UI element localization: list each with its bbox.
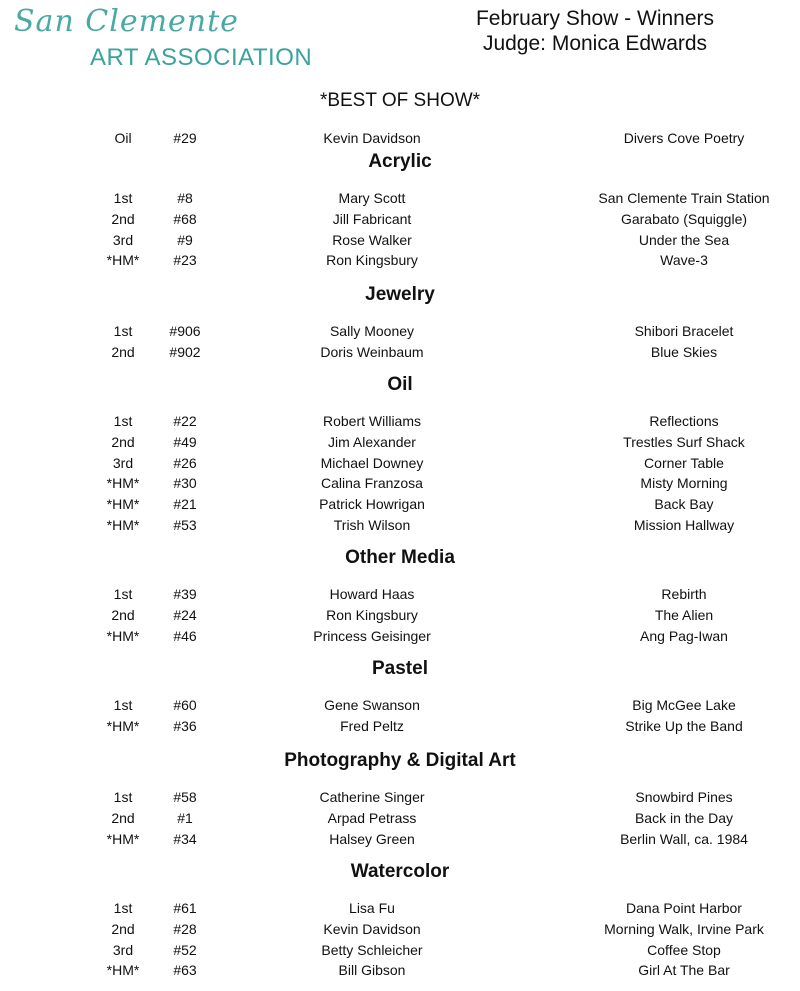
entry-number: #902 xyxy=(169,344,201,360)
association-logo xyxy=(14,4,314,70)
artwork-title: San Clemente Train Station xyxy=(598,190,770,206)
artwork-title: Blue Skies xyxy=(650,344,718,360)
artist-name: Ron Kingsbury xyxy=(326,252,418,268)
artwork-title: Divers Cove Poetry xyxy=(623,130,745,146)
winner-row xyxy=(0,626,800,647)
artist-name: Gene Swanson xyxy=(324,697,420,713)
artwork-title: Corner Table xyxy=(644,455,724,471)
winner-row xyxy=(0,250,800,271)
award-place: 2nd xyxy=(111,211,135,227)
winner-row xyxy=(0,898,800,919)
entry-number: #34 xyxy=(173,831,197,847)
artwork-title: Mission Hallway xyxy=(633,517,735,533)
entry-number: #9 xyxy=(177,232,193,248)
category-heading: Oil xyxy=(387,374,413,395)
category-heading: Photography & Digital Art xyxy=(284,750,516,771)
category-heading: Jewelry xyxy=(365,284,435,305)
artist-name: Bill Gibson xyxy=(338,962,406,978)
award-place: 1st xyxy=(113,323,133,339)
winner-row xyxy=(0,209,800,230)
artist-name: Mary Scott xyxy=(338,190,406,206)
artist-name: Sally Mooney xyxy=(329,323,415,339)
award-place: *HM* xyxy=(106,496,140,512)
winner-row xyxy=(0,787,800,808)
artist-name: Jim Alexander xyxy=(328,434,416,450)
winner-row xyxy=(0,342,800,363)
entry-number: #63 xyxy=(173,962,197,978)
entry-number: #68 xyxy=(173,211,197,227)
artwork-title: Trestles Surf Shack xyxy=(623,434,745,450)
award-place: *HM* xyxy=(106,962,140,978)
entry-number: #49 xyxy=(173,434,197,450)
award-place: 2nd xyxy=(111,344,135,360)
artwork-title: Big McGee Lake xyxy=(632,697,736,713)
judge-line: Judge: Monica Edwards xyxy=(482,32,708,55)
winner-row xyxy=(0,960,800,981)
winner-row xyxy=(0,808,800,829)
award-place: 3rd xyxy=(112,942,134,958)
entry-number: #8 xyxy=(177,190,193,206)
entry-number: #52 xyxy=(173,942,197,958)
winner-row xyxy=(0,411,800,432)
award-place: 2nd xyxy=(111,607,135,623)
entry-number: #21 xyxy=(173,496,197,512)
winner-row xyxy=(0,716,800,737)
artist-name: Princess Geisinger xyxy=(313,628,431,644)
winner-row xyxy=(0,321,800,342)
award-place: *HM* xyxy=(106,628,140,644)
artist-name: Kevin Davidson xyxy=(323,130,421,146)
winner-row xyxy=(0,829,800,850)
winner-row xyxy=(0,494,800,515)
winner-row xyxy=(0,473,800,494)
document-header xyxy=(430,6,760,56)
award-place: *HM* xyxy=(106,517,140,533)
winner-row xyxy=(0,188,800,209)
artist-name: Patrick Howrigan xyxy=(319,496,425,512)
artist-name: Doris Weinbaum xyxy=(320,344,424,360)
award-place: Oil xyxy=(114,130,132,146)
artwork-title: Ang Pag-Iwan xyxy=(640,628,728,644)
award-place: 2nd xyxy=(111,810,135,826)
artwork-title: Girl At The Bar xyxy=(638,962,730,978)
artwork-title: Morning Walk, Irvine Park xyxy=(604,921,764,937)
winner-row xyxy=(0,584,800,605)
winner-row xyxy=(0,940,800,961)
artwork-title: Misty Morning xyxy=(640,475,728,491)
artwork-title: Shibori Bracelet xyxy=(634,323,734,339)
entry-number: #26 xyxy=(173,455,197,471)
entry-number: #58 xyxy=(173,789,197,805)
entry-number: #46 xyxy=(173,628,197,644)
artist-name: Jill Fabricant xyxy=(332,211,412,227)
winner-row xyxy=(0,453,800,474)
artist-name: Catherine Singer xyxy=(319,789,425,805)
show-title: February Show - Winners xyxy=(475,7,715,30)
artwork-title: Coffee Stop xyxy=(647,942,721,958)
artwork-title: Under the Sea xyxy=(638,232,730,248)
entry-number: #28 xyxy=(173,921,197,937)
winner-row xyxy=(0,695,800,716)
artwork-title: Snowbird Pines xyxy=(635,789,733,805)
logo-main-text: ART ASSOCIATION xyxy=(90,44,313,71)
artist-name: Rose Walker xyxy=(332,232,412,248)
entry-number: #60 xyxy=(173,697,197,713)
entry-number: #61 xyxy=(173,900,197,916)
artwork-title: Garabato (Squiggle) xyxy=(620,211,748,227)
artwork-title: The Alien xyxy=(654,607,714,623)
artwork-title: Wave-3 xyxy=(660,252,708,268)
artist-name: Halsey Green xyxy=(329,831,415,847)
artwork-title: Reflections xyxy=(649,413,719,429)
artwork-title: Back Bay xyxy=(654,496,714,512)
award-place: 3rd xyxy=(112,455,134,471)
entry-number: #36 xyxy=(173,718,197,734)
winner-row xyxy=(0,605,800,626)
artist-name: Arpad Petrass xyxy=(327,810,417,826)
artist-name: Calina Franzosa xyxy=(321,475,423,491)
entry-number: #30 xyxy=(173,475,197,491)
award-place: 1st xyxy=(113,586,133,602)
artwork-title: Rebirth xyxy=(661,586,707,602)
best-of-show-title: *BEST OF SHOW* xyxy=(319,90,481,111)
award-place: 3rd xyxy=(112,232,134,248)
award-place: 1st xyxy=(113,190,133,206)
category-heading: Other Media xyxy=(345,547,455,568)
award-place: *HM* xyxy=(106,252,140,268)
entry-number: #24 xyxy=(173,607,197,623)
artwork-title: Strike Up the Band xyxy=(625,718,743,734)
entry-number: #39 xyxy=(173,586,197,602)
award-place: 1st xyxy=(113,789,133,805)
award-place: 2nd xyxy=(111,921,135,937)
entry-number: #23 xyxy=(173,252,197,268)
logo-script-text: San Clemente xyxy=(14,4,239,39)
winner-row xyxy=(0,919,800,940)
artist-name: Robert Williams xyxy=(322,413,421,429)
award-place: 1st xyxy=(113,413,133,429)
artist-name: Kevin Davidson xyxy=(323,921,421,937)
entry-number: #29 xyxy=(173,130,197,146)
artist-name: Ron Kingsbury xyxy=(326,607,418,623)
entry-number: #22 xyxy=(173,413,197,429)
winner-row xyxy=(0,128,800,149)
artwork-title: Back in the Day xyxy=(634,810,734,826)
entry-number: #53 xyxy=(173,517,197,533)
award-place: 1st xyxy=(113,900,133,916)
award-place: *HM* xyxy=(106,475,140,491)
artist-name: Trish Wilson xyxy=(333,517,411,533)
artist-name: Michael Downey xyxy=(320,455,424,471)
artwork-title: Dana Point Harbor xyxy=(626,900,742,916)
award-place: *HM* xyxy=(106,718,140,734)
category-heading: Pastel xyxy=(372,658,428,679)
award-place: 2nd xyxy=(111,434,135,450)
award-place: 1st xyxy=(113,697,133,713)
category-heading: Acrylic xyxy=(368,151,432,172)
artwork-title: Berlin Wall, ca. 1984 xyxy=(620,831,748,847)
artist-name: Fred Peltz xyxy=(340,718,404,734)
winner-row xyxy=(0,230,800,251)
category-heading: Watercolor xyxy=(350,861,450,882)
winner-row xyxy=(0,432,800,453)
artist-name: Lisa Fu xyxy=(349,900,395,916)
winner-row xyxy=(0,515,800,536)
entry-number: #906 xyxy=(169,323,201,339)
award-place: *HM* xyxy=(106,831,140,847)
artist-name: Howard Haas xyxy=(329,586,415,602)
artist-name: Betty Schleicher xyxy=(321,942,423,958)
entry-number: #1 xyxy=(177,810,193,826)
